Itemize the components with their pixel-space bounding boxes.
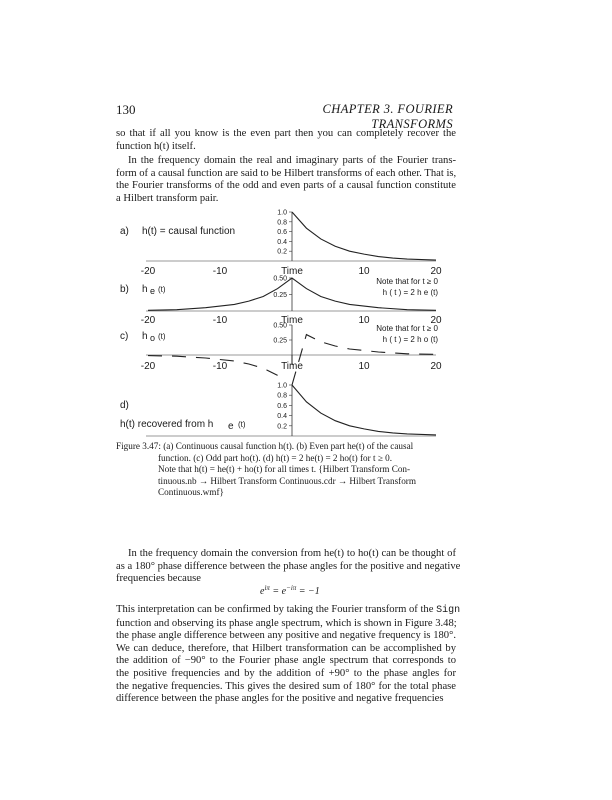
paragraph-4 [116, 604, 461, 706]
equation [260, 584, 320, 597]
text-line [116, 604, 461, 618]
text-line: function h(t) itself. [116, 140, 196, 152]
chapter-header: CHAPTER 3. FOURIER TRANSFORMS [322, 102, 453, 131]
panel-d-x-axis [116, 432, 456, 446]
y-tick-label: 0.50 [273, 275, 287, 283]
panel-title-suffix: (t) [158, 332, 166, 341]
x-tick-label: -10 [212, 315, 228, 326]
panel-title-subscript: o [150, 333, 156, 343]
panel-label: c) [120, 331, 129, 342]
x-tick-label: 20 [430, 315, 442, 326]
y-tick-label: 0.4 [277, 413, 287, 421]
x-tick-label: 20 [430, 266, 442, 277]
panel-title-suffix: (t) [158, 285, 166, 294]
x-tick-label: -10 [212, 361, 228, 372]
text-line: the phase angle difference between any positive and negative frequency is 180°. [116, 630, 456, 642]
panel-title-subscript: e [228, 421, 234, 432]
paragraph-2 [116, 155, 456, 205]
panel-title-suffix: (t) [238, 420, 246, 429]
panel-title: h(t) recovered from h [120, 419, 214, 430]
y-tick-label: 0.4 [277, 238, 287, 246]
panel-note: Note that for t ≥ 0 [376, 324, 438, 333]
text-line: difference between the phase angles for the positive and negative frequencies [116, 693, 444, 705]
panel-note: h ( t ) = 2 h o (t) [382, 335, 438, 344]
x-tick-label: 10 [358, 266, 370, 277]
panel-label: d) [120, 400, 129, 411]
y-tick-label: 0.2 [277, 248, 287, 256]
x-tick-label: -20 [140, 266, 156, 277]
x-tick-label: 10 [358, 361, 370, 372]
text-line: In the frequency domain the conversion from he(t) to ho(t) can be thought of [128, 548, 456, 559]
x-tick-label: 10 [358, 315, 370, 326]
caption-line: Figure 3.47: (a) Continuous causal function h(t). (b) Even part he(t) of the causal [116, 441, 414, 451]
text-line: frequencies because [116, 573, 201, 585]
y-tick-label: 0.8 [277, 392, 287, 400]
panel-title: h [142, 331, 148, 342]
panel-title: h(t) = causal function [142, 226, 236, 237]
y-tick-label: 0.2 [277, 423, 287, 431]
text-line: function and observing its phase angle spectrum, which is shown in Figure 3.48; [116, 617, 457, 629]
x-tick-label: -20 [140, 315, 156, 326]
y-tick-label: 0.8 [277, 219, 287, 227]
caption-line: Note that h(t) = he(t) + ho(t) for all times t. {Hilbert Transform Con- [158, 464, 411, 474]
y-tick-label: 1.0 [277, 382, 287, 390]
text-line: the addition of −90° to the Fourier phase angle spectrum that corresponds to [116, 655, 456, 667]
panel-note: h ( t ) = 2 h e (t) [382, 288, 438, 297]
figure-3-47-chart [116, 204, 456, 440]
y-tick-label: 0.25 [273, 292, 287, 299]
text-line: so that if all you know is the even part then you can completely recover the [116, 128, 456, 139]
y-tick-label: 0.6 [277, 229, 287, 237]
y-tick-label: 0.25 [273, 337, 287, 345]
text-line: as a 180° phase difference between the phase angles for the positive and negative [116, 560, 461, 572]
text-line: the negative frequencies. This gives the desired sum of 180° for the total phase [116, 680, 456, 692]
x-tick-label: -20 [140, 361, 156, 372]
text-line: the Fourier transforms of the odd and even parts of a causal function constitute [116, 180, 456, 192]
eq-lhs: e [260, 586, 265, 597]
paragraph-3 [116, 548, 461, 586]
text-line: the positive frequencies and by the addition of +90° to the phase angles for [116, 667, 456, 679]
text-line: In the frequency domain the real and imaginary parts of the Fourier trans- [128, 155, 456, 166]
text-line: a Hilbert transform pair. [116, 192, 219, 204]
code-sign: Sign [436, 605, 461, 616]
y-tick-label: 0.6 [277, 402, 287, 410]
x-tick-label: 20 [430, 361, 442, 372]
y-tick-label: 0.50 [273, 322, 287, 330]
text-run: This interpretation can be confirmed by taking the Fourier transform of the [116, 604, 434, 615]
caption-line: tinuous.nb → Hilbert Transform Continuous.cdr → Hilbert Transform [158, 475, 417, 486]
panel-label: a) [120, 226, 129, 237]
page-number: 130 [116, 102, 136, 117]
panel-note: Note that for t ≥ 0 [376, 277, 438, 286]
text-line: form of a causal function are said to be Hilbert transforms of each other. That is, [116, 167, 457, 179]
series-line [292, 385, 436, 435]
figure-caption [116, 441, 456, 499]
panel-title: h [142, 284, 148, 295]
eq-lhs-exp: iπ [264, 584, 270, 592]
x-axis-label: Time [281, 361, 303, 372]
x-tick-label: -10 [212, 266, 228, 277]
x-axis-label: Time [281, 315, 303, 326]
panel-label: b) [120, 284, 129, 295]
panel-title-subscript: e [150, 286, 156, 296]
series-line [292, 212, 436, 260]
eq-mid-exp: −iπ [286, 584, 297, 592]
caption-line: Continuous.wmf} [158, 487, 224, 497]
caption-line: function. (c) Odd part ho(t). (d) h(t) = 2 he(t) = 2 ho(t) for t ≥ 0. [158, 452, 393, 463]
text-line: We can deduce, therefore, that Hilbert transformation can be accomplished by [116, 642, 456, 654]
paragraph-1 [116, 128, 456, 153]
eq-mid: = e [269, 586, 287, 597]
eq-rhs: = −1 [296, 586, 320, 597]
x-axis-label: Time [281, 266, 303, 277]
y-tick-label: 1.0 [277, 209, 287, 217]
